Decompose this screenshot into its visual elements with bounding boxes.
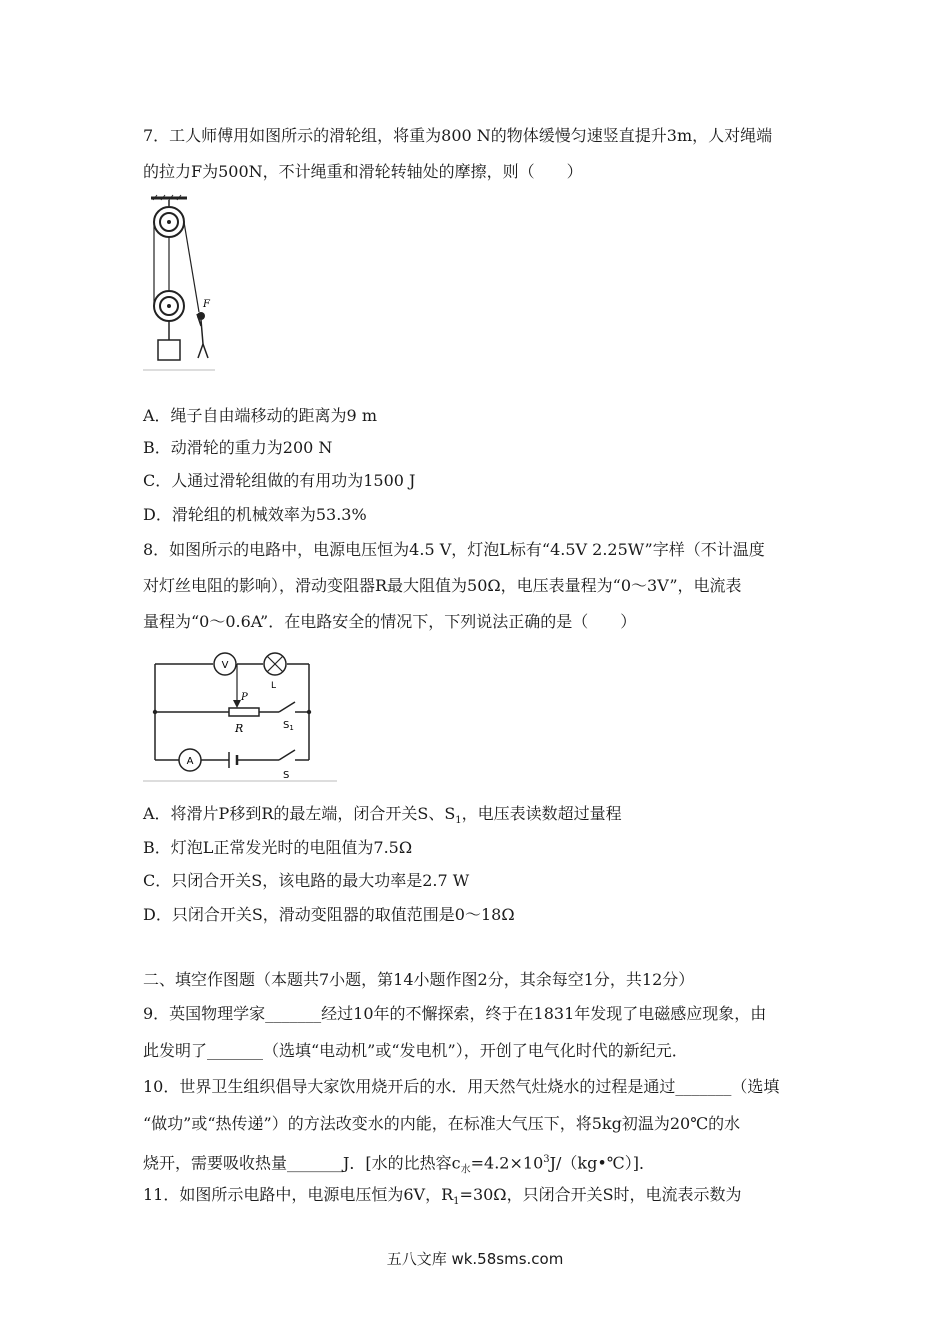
- rheostat-label: R: [235, 722, 244, 735]
- q8-stem-line1: 8．如图所示的电路中，电源电压恒为4.5 V，灯泡L标有“4.5V 2.25W”字样（不计温度: [143, 540, 765, 559]
- lamp-label: L: [271, 681, 277, 691]
- q7-option-b: B．动滑轮的重力为200 N: [143, 438, 333, 457]
- rheostat-symbol: [229, 708, 259, 716]
- q10-line3: 烧开，需要吸收热量_______J．[水的比热容$c_水=4.2\times 10^3J/(kg•℃)$]．: [143, 1153, 655, 1176]
- section2-title: 二、填空作图题（本题共7小题，第14小题作图2分，其余每空1分，共12分）: [143, 970, 695, 989]
- q9-line2: 此发明了_______（选填“电动机”或“发电机”），开创了电气化时代的新纪元．: [143, 1041, 688, 1060]
- q10-line2: “做功”或“热传递”）的方法改变水的内能，在标准大气压下，将5kg初温为20℃的水: [143, 1114, 741, 1133]
- q8-stem-line3: 量程为“0～0.6A”．在电路安全的情况下，下列说法正确的是（ ）: [143, 612, 637, 631]
- q8-option-c: C．只闭合开关S，该电路的最大功率是2.7 W: [143, 871, 470, 890]
- q8-option-d: D．只闭合开关S，滑动变阻器的取值范围是0～18Ω: [143, 905, 515, 924]
- q8-option-a: A．将滑片P移到R的最左端，闭合开关S、$S_1$，电压表读数超过量程: [143, 804, 622, 827]
- q11-line1: 11．如图所示电路中，电源电压恒为6V，$R_1=30\Omega$，只闭合开关S时，电流表示数为: [143, 1185, 742, 1208]
- rope-free-end: [184, 222, 199, 312]
- q7-option-a: A．绳子自由端移动的距离为9 m: [143, 406, 377, 425]
- q8-option-b: B．灯泡L正常发光时的电阻值为7.5Ω: [143, 838, 413, 857]
- circuit-figure: [143, 650, 337, 782]
- slider-label: P: [241, 692, 248, 703]
- q7-stem-line2: 的拉力F为500N，不计绳重和滑轮转轴处的摩擦，则（ ）: [143, 162, 583, 181]
- q7-option-c: C．人通过滑轮组做的有用功为1500 J: [143, 471, 416, 490]
- q10-line1: 10．世界卫生组织倡导大家饮用烧开后的水．用天然气灶烧水的过程是通过_______（选填: [143, 1077, 780, 1096]
- switch1-label: $S_1$: [283, 720, 294, 732]
- force-label: F: [203, 299, 210, 310]
- q7-option-d: D．滑轮组的机械效率为53.3%: [143, 505, 367, 524]
- q8-stem-line2: 对灯丝电阻的影响），滑动变阻器R最大阻值为50Ω，电压表量程为“0～3V”，电流表: [143, 576, 742, 595]
- q7-stem-line1: 7．工人师傅用如图所示的滑轮组，将重为800 N的物体缓慢匀速竖直提升3m，人对绳端: [143, 126, 773, 145]
- load-block: [158, 340, 180, 360]
- ammeter-label: A: [186, 756, 194, 767]
- footer-watermark: 五八文库 wk.58sms.com: [386, 1250, 564, 1268]
- switch-label: S: [283, 770, 290, 781]
- q9-line1: 9．英国物理学家_______经过10年的不懈探索，终于在1831年发现了电磁感应现象，由: [143, 1004, 767, 1023]
- voltmeter-label: V: [221, 660, 229, 671]
- pulley-system-figure: [143, 192, 215, 372]
- slider-arrow: [233, 700, 241, 708]
